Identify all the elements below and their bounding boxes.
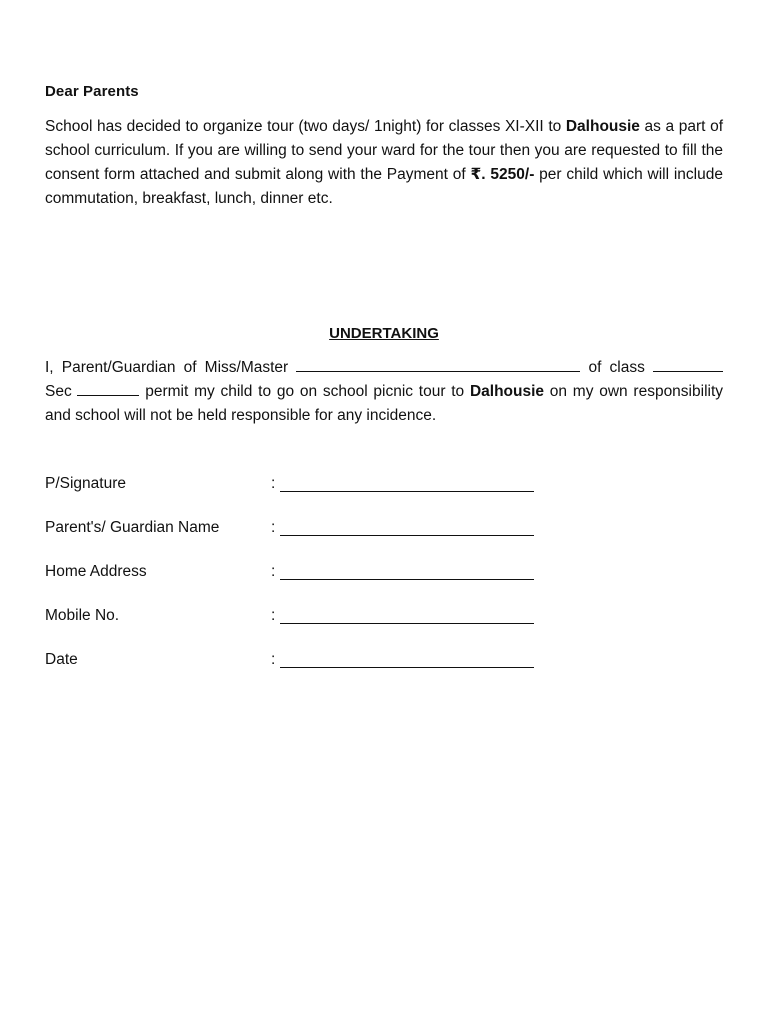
tour-notice-paragraph <box>45 115 723 211</box>
home-address-label: Home Address <box>45 563 147 580</box>
undertaking-heading: UNDERTAKING <box>329 325 439 342</box>
date-label: Date <box>45 651 78 668</box>
signature-label: P/Signature <box>45 475 126 492</box>
notice-text-1: School has decided to organize tour (two days/ 1night) for classes XI-XII to <box>45 118 566 135</box>
mobile-blank[interactable] <box>280 623 534 624</box>
form-colon: : <box>271 475 276 492</box>
payment-amount: ₹. 5250/- <box>470 166 535 183</box>
undertaking-text-3: Sec <box>45 383 78 400</box>
form-colon: : <box>271 519 276 536</box>
guardian-name-label: Parent's/ Guardian Name <box>45 519 220 536</box>
form-row-signature <box>45 472 645 496</box>
greeting: Dear Parents <box>45 83 139 100</box>
mobile-label: Mobile No. <box>45 607 120 624</box>
destination-name: Dalhousie <box>565 118 640 135</box>
undertaking-text-1: I, Parent/Guardian of Miss/Master <box>45 359 297 376</box>
undertaking-paragraph <box>45 356 723 428</box>
form-row-date <box>45 648 645 672</box>
student-name-blank[interactable] <box>296 357 580 372</box>
undertaking-destination: Dalhousie <box>469 383 545 400</box>
form-row-home-address <box>45 560 645 584</box>
date-blank[interactable] <box>280 667 534 668</box>
form-colon: : <box>271 563 276 580</box>
undertaking-text-4: permit my child to go on school picnic tour to <box>139 383 470 400</box>
form-colon: : <box>271 607 276 624</box>
section-blank[interactable] <box>77 381 139 396</box>
class-blank[interactable] <box>653 357 723 372</box>
home-address-blank[interactable] <box>280 579 534 580</box>
undertaking-text-5: on my own responsibility and school will not be held responsible for any incidence. <box>45 383 724 424</box>
form-colon: : <box>271 651 276 668</box>
notice-text-2: as a part of school curriculum. If you are willing to send your ward for the tour then you are requested to fill the consent form attached and submit along with the Payment of <box>45 118 723 183</box>
notice-text-3: per child which will include commutation, breakfast, lunch, dinner etc. <box>45 166 723 207</box>
signature-blank[interactable] <box>280 491 534 492</box>
undertaking-text-2: of class <box>580 359 653 376</box>
form-row-guardian-name <box>45 516 645 540</box>
form-row-mobile <box>45 604 645 628</box>
guardian-name-blank[interactable] <box>280 535 534 536</box>
